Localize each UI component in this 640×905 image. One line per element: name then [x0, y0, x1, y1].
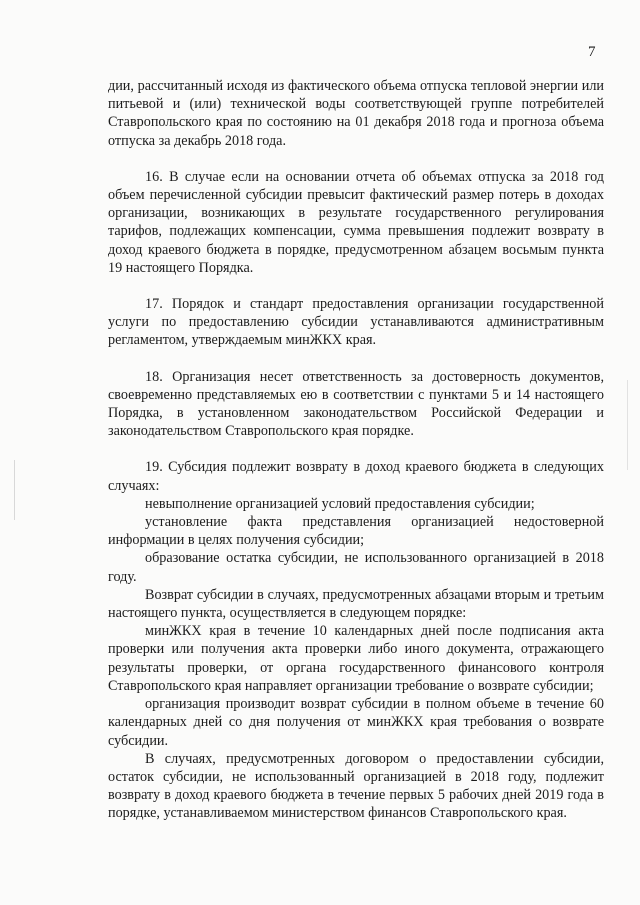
paragraph-continuation: дии, рассчитанный исходя из фактического объема отпуска тепловой энергии или питьевой и (или) технической воды соответствующей группе потребителей Ставропольского края по состоянию на 01 декабря 2018 года и прогноза объема отпуска за декабрь 2018 года.: [108, 78, 604, 149]
paragraph-16: 16. В случае если на основании отчета об объемах отпуска за 2018 год объем перечисленной субсидии превысит фактический размер потерь в доходах организации, возникающих в результате государственного регулирования тарифов, подлежащих компенсации, сумма превышения подлежит возврату в доход краевого бюджета в порядке, предусмотренном абзацем восьмым пункта 19 настоящего Порядка.: [108, 168, 604, 276]
paragraph-19-item: невыполнение организацией условий предоставления субсидии;: [145, 495, 535, 512]
page-number: 7: [588, 44, 596, 60]
paragraph-19-item: минЖКХ края в течение 10 календарных дней после подписания акта проверки или получения акта проверки либо иного документа, отражающего результаты проверки, от органа государственного финансового контроля Ставропольского края направляет организации требование о возврате субсидии;: [108, 623, 604, 694]
scan-edge-mark: [627, 380, 628, 470]
scan-edge-mark: [14, 460, 15, 520]
document-body: [108, 77, 604, 823]
paragraph-19-item: установление факта представления организацией недостоверной информации в целях получения субсидии;: [108, 514, 604, 549]
paragraph-19-item: Возврат субсидии в случаях, предусмотренных абзацами вторым и третьим настоящего пункта, осуществляется в следующем порядке:: [108, 586, 604, 622]
paragraph-17: 17. Порядок и стандарт предоставления организации государственной услуги по предоставлению субсидии устанавливаются административным регламентом, утверждаемым минЖКХ края.: [108, 296, 604, 349]
paragraph-19-item: организация производит возврат субсидии в полном объеме в течение 60 календарных дней со дня получения от минЖКХ края требования о возврате субсидии.: [108, 696, 604, 749]
paragraph-18: 18. Организация несет ответственность за достоверность документов, своевременно представляемых ею в соответствии с пунктами 5 и 14 настоящего Порядка, в установленном законодательством Российской Федерации и законодательством Ставропольского края порядке.: [108, 368, 604, 440]
paragraph-19-item: В случаях, предусмотренных договором о предоставлении субсидии, остаток субсидии, не использованный организацией в 2018 году, подлежит возврату в доход краевого бюджета в течение первых 5 рабочих дней 2019 года в порядке, устанавливаемом министерством финансов Ставропольского края.: [108, 750, 604, 822]
paragraph-19: 19. Субсидия подлежит возврату в доход краевого бюджета в следующих случаях:: [108, 459, 604, 494]
paragraph-19-item: образование остатка субсидии, не использованного организацией в 2018 году.: [108, 550, 604, 585]
